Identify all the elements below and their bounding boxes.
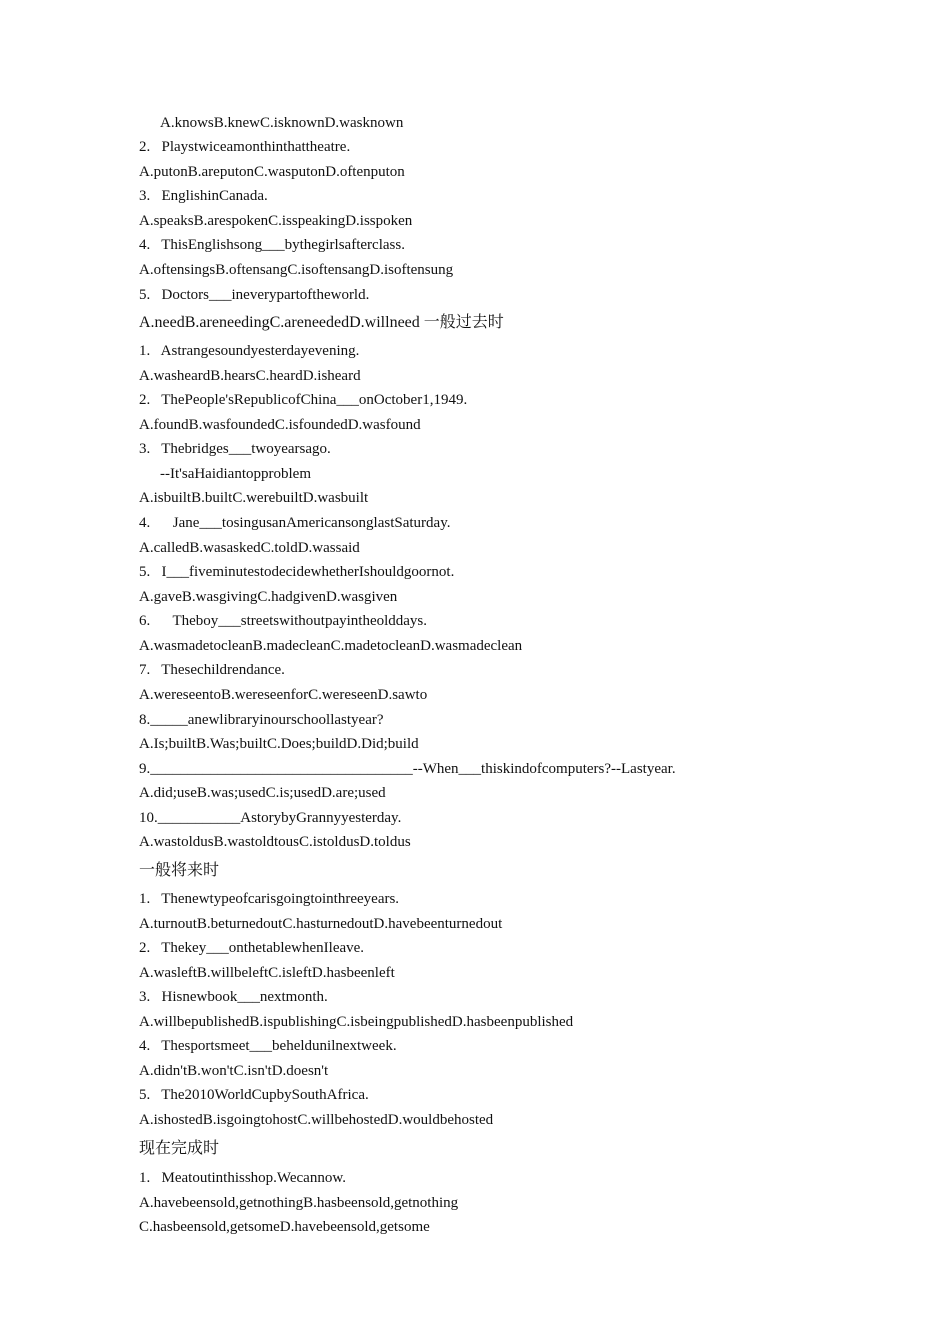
question-line: 5. The2010WorldCupbySouthAfrica. [139,1087,369,1103]
question-line: 3. Hisnewbook___nextmonth. [139,989,328,1005]
question-note: --It'saHaidiantopproblem [160,466,311,482]
question-line: 2. ThePeople'sRepublicofChina___onOctober1,1949. [139,392,468,408]
answer-options: C.hasbeensold,getsomeD.havebeensold,getsome [139,1219,430,1235]
answer-options: A.Is;builtB.Was;builtC.Does;buildD.Did;build [139,736,419,752]
question-line: 5. I___fiveminutestodecidewhetherIshouldgoornot. [139,564,455,580]
answer-options: A.did;useB.was;usedC.is;usedD.are;used [139,785,386,801]
question-line: 2. Playstwiceamonthinthattheatre. [139,139,351,155]
answer-options: A.wereseentoB.wereseenforC.wereseenD.sawto [139,687,428,703]
answer-options: A.havebeensold,getnothingB.hasbeensold,getnothing [139,1195,459,1211]
answer-options: A.wasmadetocleanB.madecleanC.madetocleanD.wasmadeclean [139,638,523,654]
question-line: 1. Meatoutinthisshop.Wecannow. [139,1170,346,1186]
question-line: 9.___________________________________--When___thiskindofcomputers?--Lastyear. [139,761,676,777]
answer-options: A.turnoutB.beturnedoutC.hasturnedoutD.havebeenturnedout [139,916,503,932]
answer-options-with-section-heading: A.needB.areneedingC.areneededD.willneed 一般过去时 [139,314,504,331]
question-line: 4. Thesportsmeet___beheldunilnextweek. [139,1038,397,1054]
answer-options: A.foundB.wasfoundedC.isfoundedD.wasfound [139,417,421,433]
answer-options: A.speaksB.arespokenC.isspeakingD.isspoken [139,213,413,229]
question-line: 8._____anewlibraryinourschoollastyear? [139,712,384,728]
question-line: 1. Astrangesoundyesterdayevening. [139,343,360,359]
answer-options: A.willbepublishedB.ispublishingC.isbeingpublishedD.hasbeenpublished [139,1014,574,1030]
question-line: 3. EnglishinCanada. [139,188,268,204]
answer-options: A.knowsB.knewC.isknownD.wasknown [160,115,404,131]
section-heading: 现在完成时 [139,1140,220,1157]
answer-options: A.didn'tB.won'tC.isn'tD.doesn't [139,1063,329,1079]
answer-options: A.calledB.wasaskedC.toldD.wassaid [139,540,360,556]
question-line: 3. Thebridges___twoyearsago. [139,441,331,457]
answer-options: A.gaveB.wasgivingC.hadgivenD.wasgiven [139,589,398,605]
answer-options: A.putonB.areputonC.wasputonD.oftenputon [139,164,405,180]
question-line: 2. Thekey___onthetablewhenIleave. [139,940,365,956]
answer-options: A.isbuiltB.builtC.werebuiltD.wasbuilt [139,490,369,506]
answer-options: A.wasleftB.willbeleftC.isleftD.hasbeenleft [139,965,395,981]
answer-options: A.oftensingsB.oftensangC.isoftensangD.isoftensung [139,262,454,278]
question-line: 10.___________AstorybyGrannyyesterday. [139,810,402,826]
answer-options: A.washeardB.hearsC.heardD.isheard [139,368,361,384]
question-line: 4. Jane___tosingusanAmericansonglastSaturday. [139,515,451,531]
question-line: 6. Theboy___streetswithoutpayintheolddays. [139,613,428,629]
question-line: 5. Doctors___ineverypartoftheworld. [139,287,370,303]
question-line: 1. Thenewtypeofcarisgoingtointhreeyears. [139,891,400,907]
question-line: 4. ThisEnglishsong___bythegirlsafterclass. [139,237,405,253]
section-heading: 一般将来时 [139,862,220,879]
question-line: 7. Thesechildrendance. [139,662,285,678]
answer-options: A.ishostedB.isgoingtohostC.willbehostedD.wouldbehosted [139,1112,494,1128]
answer-options: A.wastoldusB.wastoldtousC.istoldusD.toldus [139,834,411,850]
